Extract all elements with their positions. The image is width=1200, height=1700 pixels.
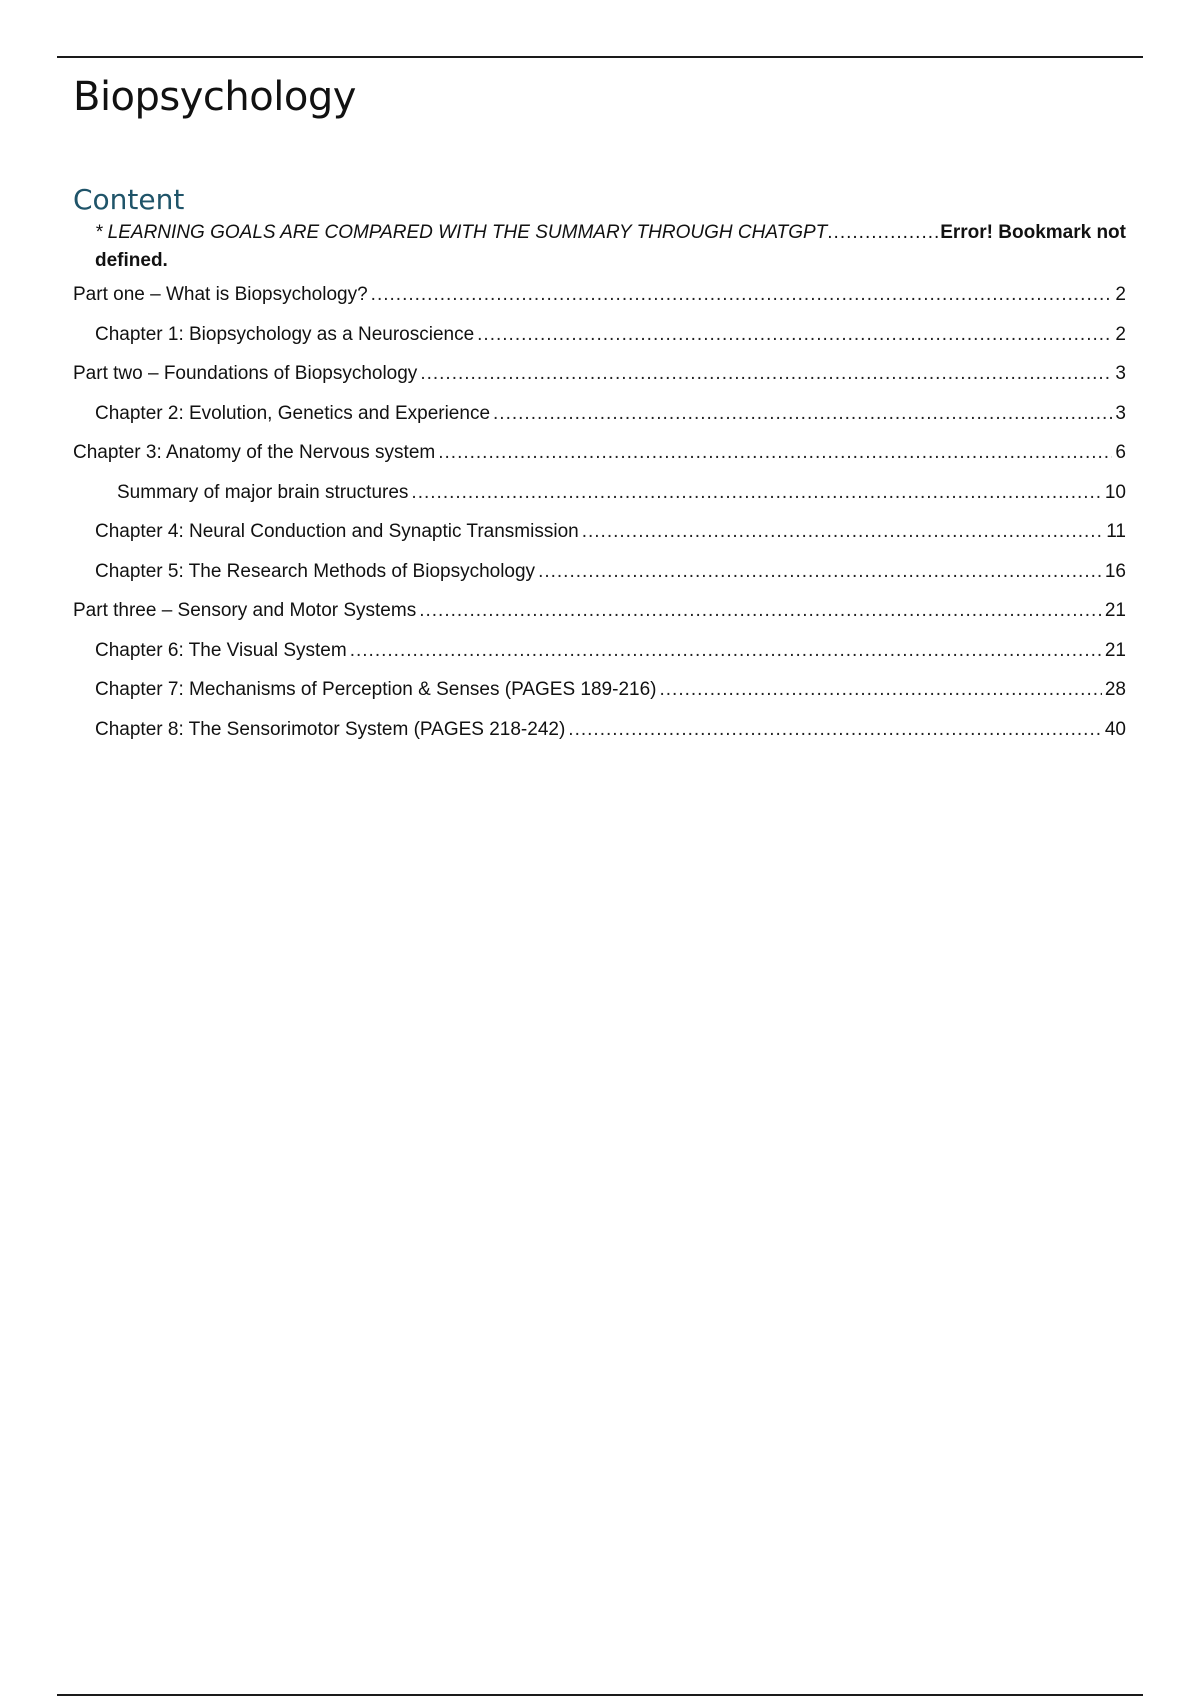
header-rule xyxy=(57,56,1143,58)
toc-entry-label: Chapter 5: The Research Methods of Biopsychology xyxy=(95,560,536,582)
toc-leader xyxy=(371,284,1113,306)
toc-leader xyxy=(659,679,1101,701)
toc-entry-label: Chapter 7: Mechanisms of Perception & Senses (PAGES 189-216) xyxy=(95,679,657,700)
toc-leader xyxy=(477,324,1112,346)
toc-entry[interactable] xyxy=(73,600,1126,640)
toc-error-text: Error! Bookmark not xyxy=(940,222,1126,243)
toc-leader xyxy=(438,442,1112,464)
toc-leader xyxy=(538,561,1102,583)
footer-rule xyxy=(57,1694,1143,1696)
toc-entry-page-number: 6 xyxy=(1115,442,1126,463)
toc-entry-page-number: 2 xyxy=(1115,284,1126,305)
toc-entry-page-number: 21 xyxy=(1104,600,1126,621)
toc-entry-label: Chapter 3: Anatomy of the Nervous system xyxy=(73,442,436,463)
toc-entry-page-number: 10 xyxy=(1104,481,1126,503)
toc-leader xyxy=(420,363,1112,385)
toc-entry-label: Chapter 6: The Visual System xyxy=(95,639,347,661)
toc-entry[interactable] xyxy=(73,284,1126,324)
toc-entry[interactable] xyxy=(73,640,1126,680)
toc-entry-label: Part two – Foundations of Biopsychology xyxy=(73,363,418,384)
toc-entry-label: Chapter 2: Evolution, Genetics and Experience xyxy=(95,402,491,424)
toc-entry-page-number: 2 xyxy=(1115,323,1126,345)
table-of-contents xyxy=(73,222,1126,758)
toc-entry[interactable] xyxy=(73,442,1126,482)
toc-entry-page-number: 3 xyxy=(1115,363,1126,384)
toc-entry[interactable] xyxy=(73,719,1126,759)
toc-entry-label: Part one – What is Biopsychology? xyxy=(73,284,368,305)
toc-leader xyxy=(827,222,940,244)
document-title: Biopsychology xyxy=(73,74,356,120)
toc-note-label: * LEARNING GOALS ARE COMPARED WITH THE SUMMARY THROUGH CHATGPT xyxy=(95,222,828,243)
toc-entry[interactable] xyxy=(73,482,1126,522)
toc-entry-label: Chapter 8: The Sensorimotor System (PAGES 218-242) xyxy=(95,718,566,740)
toc-entry-label: Part three – Sensory and Motor Systems xyxy=(73,600,417,621)
toc-note-entry[interactable] xyxy=(73,222,1126,284)
toc-entries xyxy=(73,284,1126,758)
toc-leader xyxy=(582,521,1104,543)
toc-leader xyxy=(419,600,1102,622)
toc-entry-page-number: 16 xyxy=(1104,560,1126,582)
toc-error-text-continued: defined. xyxy=(95,250,168,271)
toc-entry-label: Chapter 1: Biopsychology as a Neuroscience xyxy=(95,323,475,345)
toc-entry[interactable] xyxy=(73,363,1126,403)
toc-entry-page-number: 11 xyxy=(1106,521,1126,542)
toc-leader xyxy=(411,482,1101,504)
toc-heading: Content xyxy=(73,183,185,216)
toc-entry[interactable] xyxy=(73,679,1126,719)
toc-entry[interactable] xyxy=(73,521,1126,561)
toc-leader xyxy=(350,640,1102,662)
toc-entry-label: Chapter 4: Neural Conduction and Synaptic Transmission xyxy=(95,521,579,542)
toc-leader xyxy=(568,719,1102,741)
toc-leader xyxy=(493,403,1112,425)
toc-entry[interactable] xyxy=(73,324,1126,364)
toc-entry[interactable] xyxy=(73,403,1126,443)
toc-entry[interactable] xyxy=(73,561,1126,601)
toc-entry-page-number: 21 xyxy=(1104,639,1126,661)
toc-entry-page-number: 3 xyxy=(1115,402,1126,424)
toc-entry-page-number: 40 xyxy=(1104,718,1126,740)
toc-entry-label: Summary of major brain structures xyxy=(117,481,409,503)
toc-entry-page-number: 28 xyxy=(1104,679,1126,700)
